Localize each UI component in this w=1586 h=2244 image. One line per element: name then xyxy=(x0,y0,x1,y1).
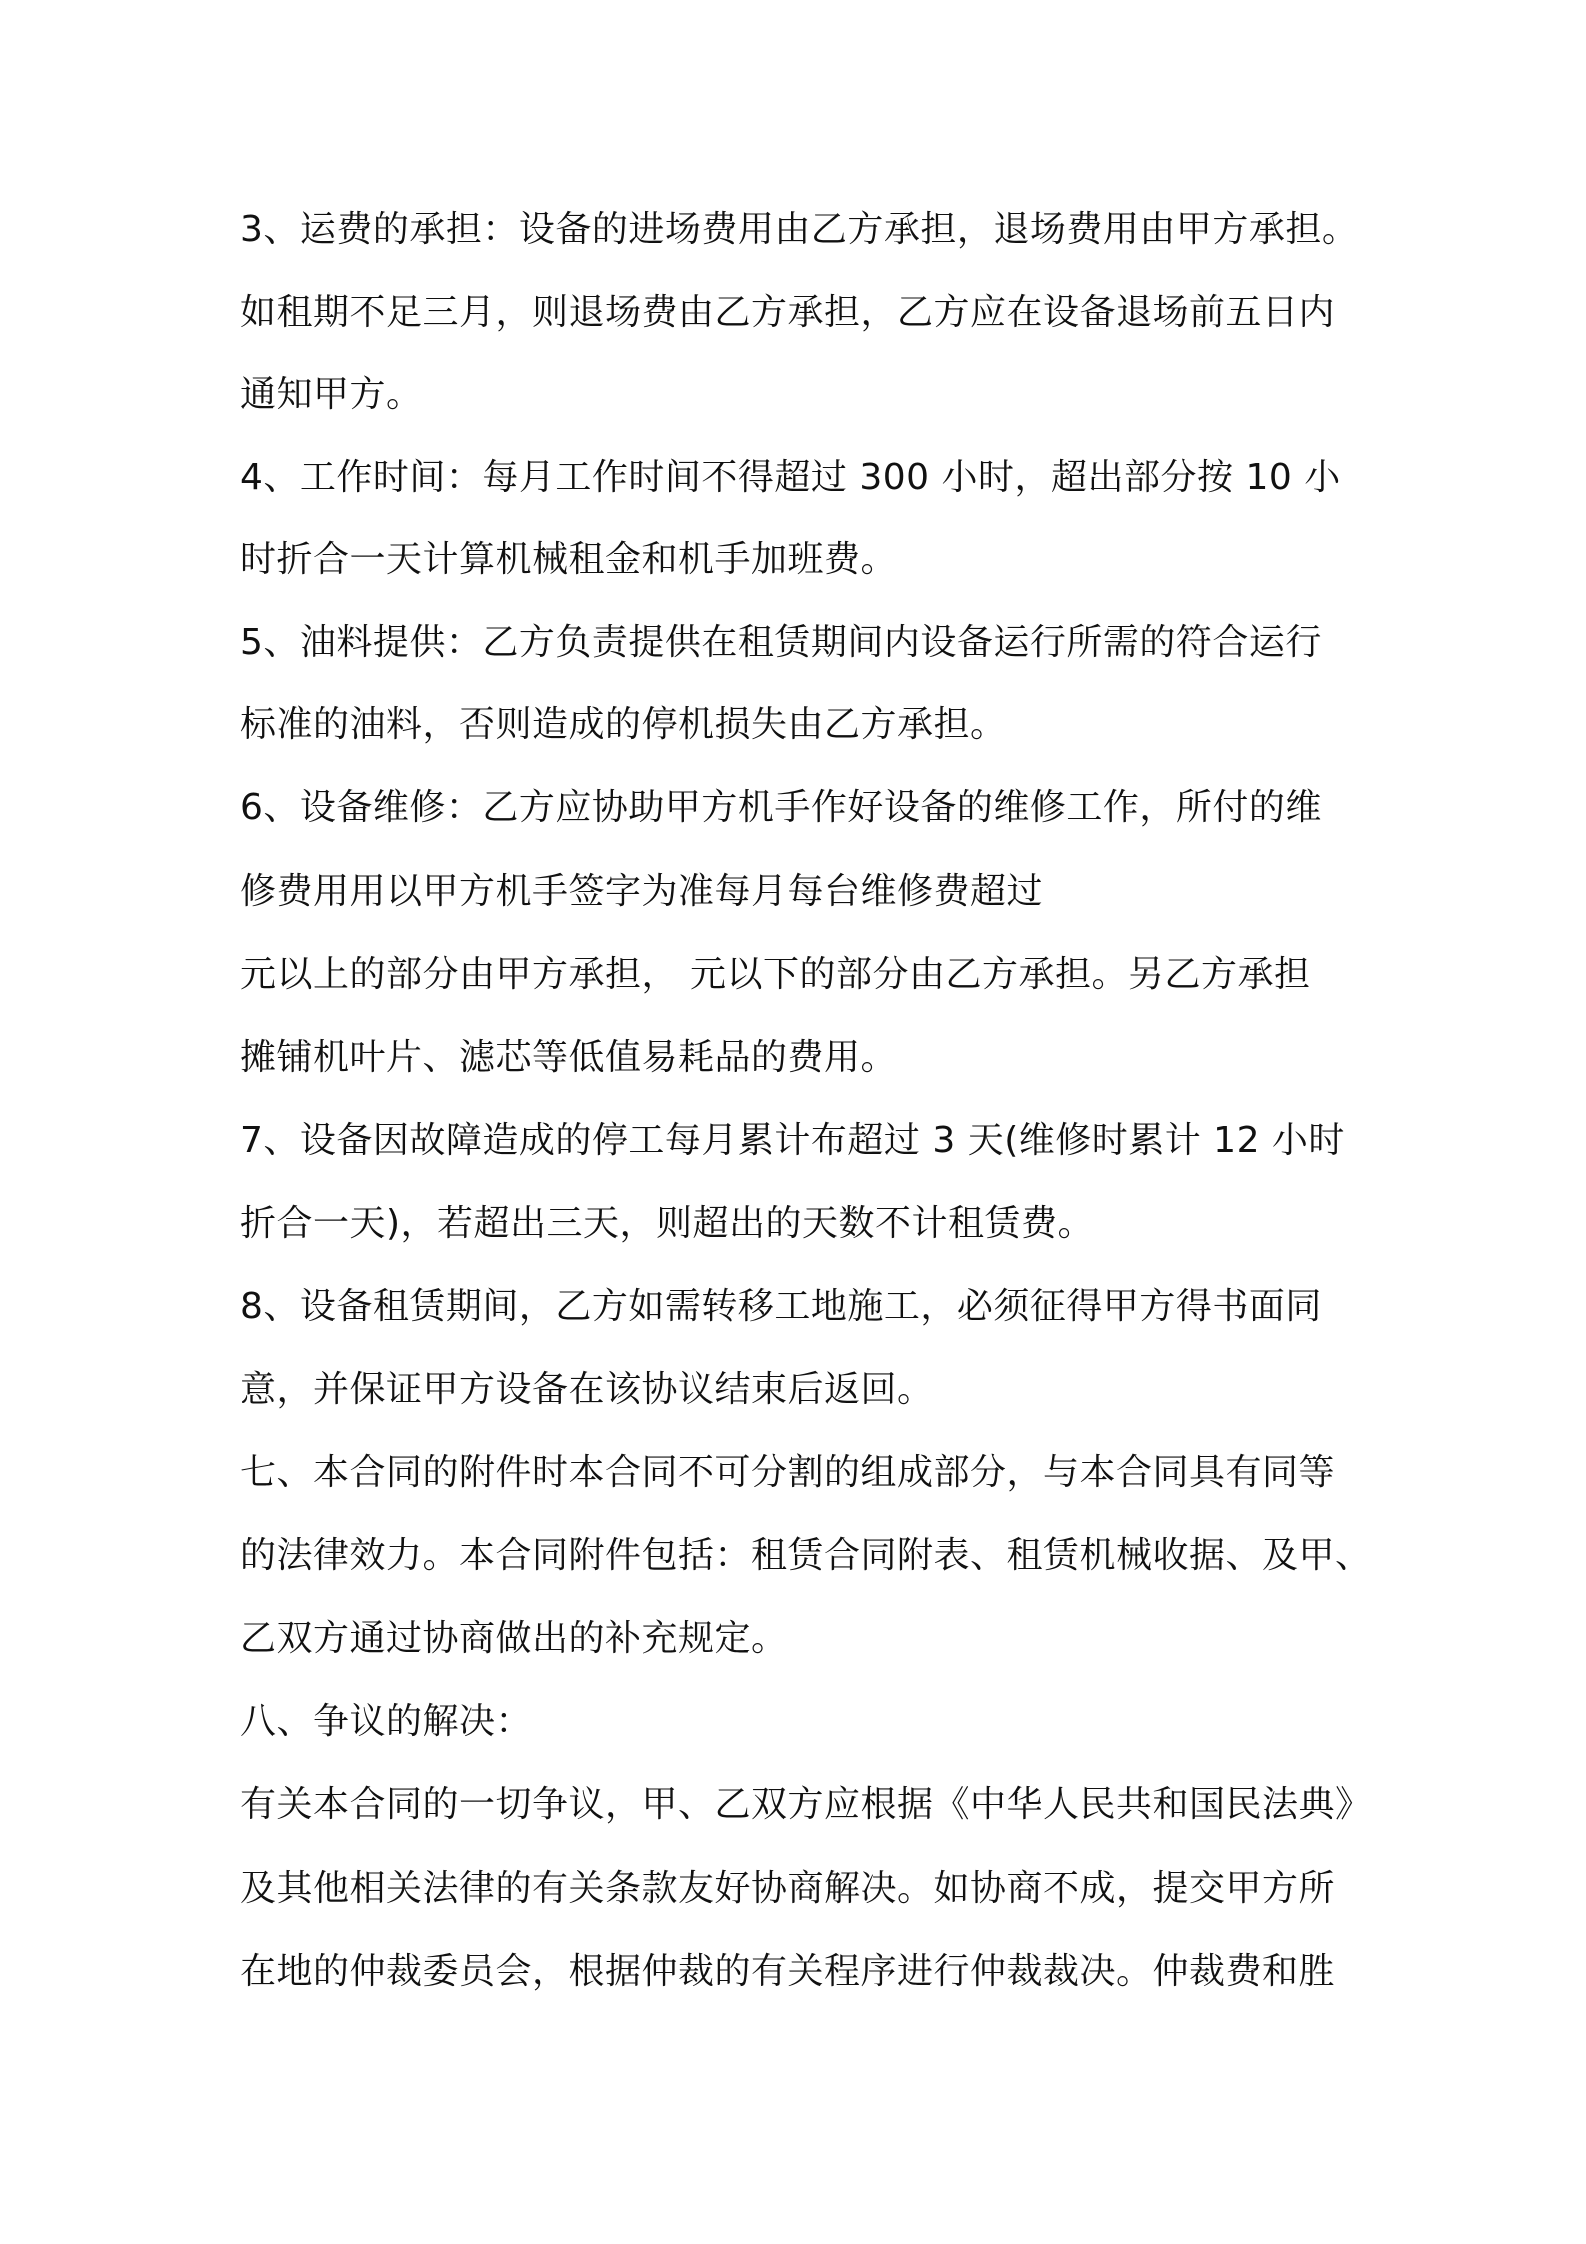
text-line: 5、油料提供：乙方负责提供在租赁期间内设备运行所需的符合运行 xyxy=(240,622,1322,663)
text-line: 3、运费的承担：设备的进场费用由乙方承担，退场费用由甲方承担。 xyxy=(240,209,1359,250)
text-line: 的法律效力。本合同附件包括：租赁合同附表、租赁机械收据、及甲、 xyxy=(240,1535,1372,1576)
text-line: 修费用用以甲方机手签字为准每月每台维修费超过 xyxy=(240,871,1044,912)
text-line: 4、工作时间：每月工作时间不得超过 300 小时，超出部分按 10 小 xyxy=(240,457,1341,498)
text-line: 在地的仲裁委员会，根据仲裁的有关程序进行仲裁裁决。仲裁费和胜 xyxy=(240,1951,1336,1992)
text-line: 通知甲方。 xyxy=(240,374,423,415)
text-line: 有关本合同的一切争议，甲、乙双方应根据《中华人民共和国民法典》 xyxy=(240,1784,1372,1825)
text-line: 乙双方通过协商做出的补充规定。 xyxy=(240,1618,788,1659)
text-line: 如租期不足三月，则退场费由乙方承担，乙方应在设备退场前五日内 xyxy=(240,292,1336,333)
text-line: 及其他相关法律的有关条款友好协商解决。如协商不成，提交甲方所 xyxy=(240,1868,1336,1909)
text-line: 意，并保证甲方设备在该协议结束后返回。 xyxy=(240,1369,934,1410)
text-line: 八、争议的解决： xyxy=(240,1701,533,1742)
text-line: 时折合一天计算机械租金和机手加班费。 xyxy=(240,539,898,580)
text-line: 6、设备维修：乙方应协助甲方机手作好设备的维修工作，所付的维 xyxy=(240,787,1322,828)
text-line: 折合一天)，若超出三天，则超出的天数不计租赁费。 xyxy=(240,1203,1095,1244)
text-line: 七、本合同的附件时本合同不可分割的组成部分，与本合同具有同等 xyxy=(240,1452,1336,1493)
text-line: 摊铺机叶片、滤芯等低值易耗品的费用。 xyxy=(240,1037,898,1078)
text-line: 7、设备因故障造成的停工每月累计布超过 3 天(维修时累计 12 小时 xyxy=(240,1120,1345,1161)
text-line: 元以上的部分由甲方承担， 元以下的部分由乙方承担。另乙方承担 xyxy=(240,954,1311,995)
text-line: 8、设备租赁期间，乙方如需转移工地施工，必须征得甲方得书面同 xyxy=(240,1286,1322,1327)
text-line: 标准的油料，否则造成的停机损失由乙方承担。 xyxy=(240,704,1007,745)
